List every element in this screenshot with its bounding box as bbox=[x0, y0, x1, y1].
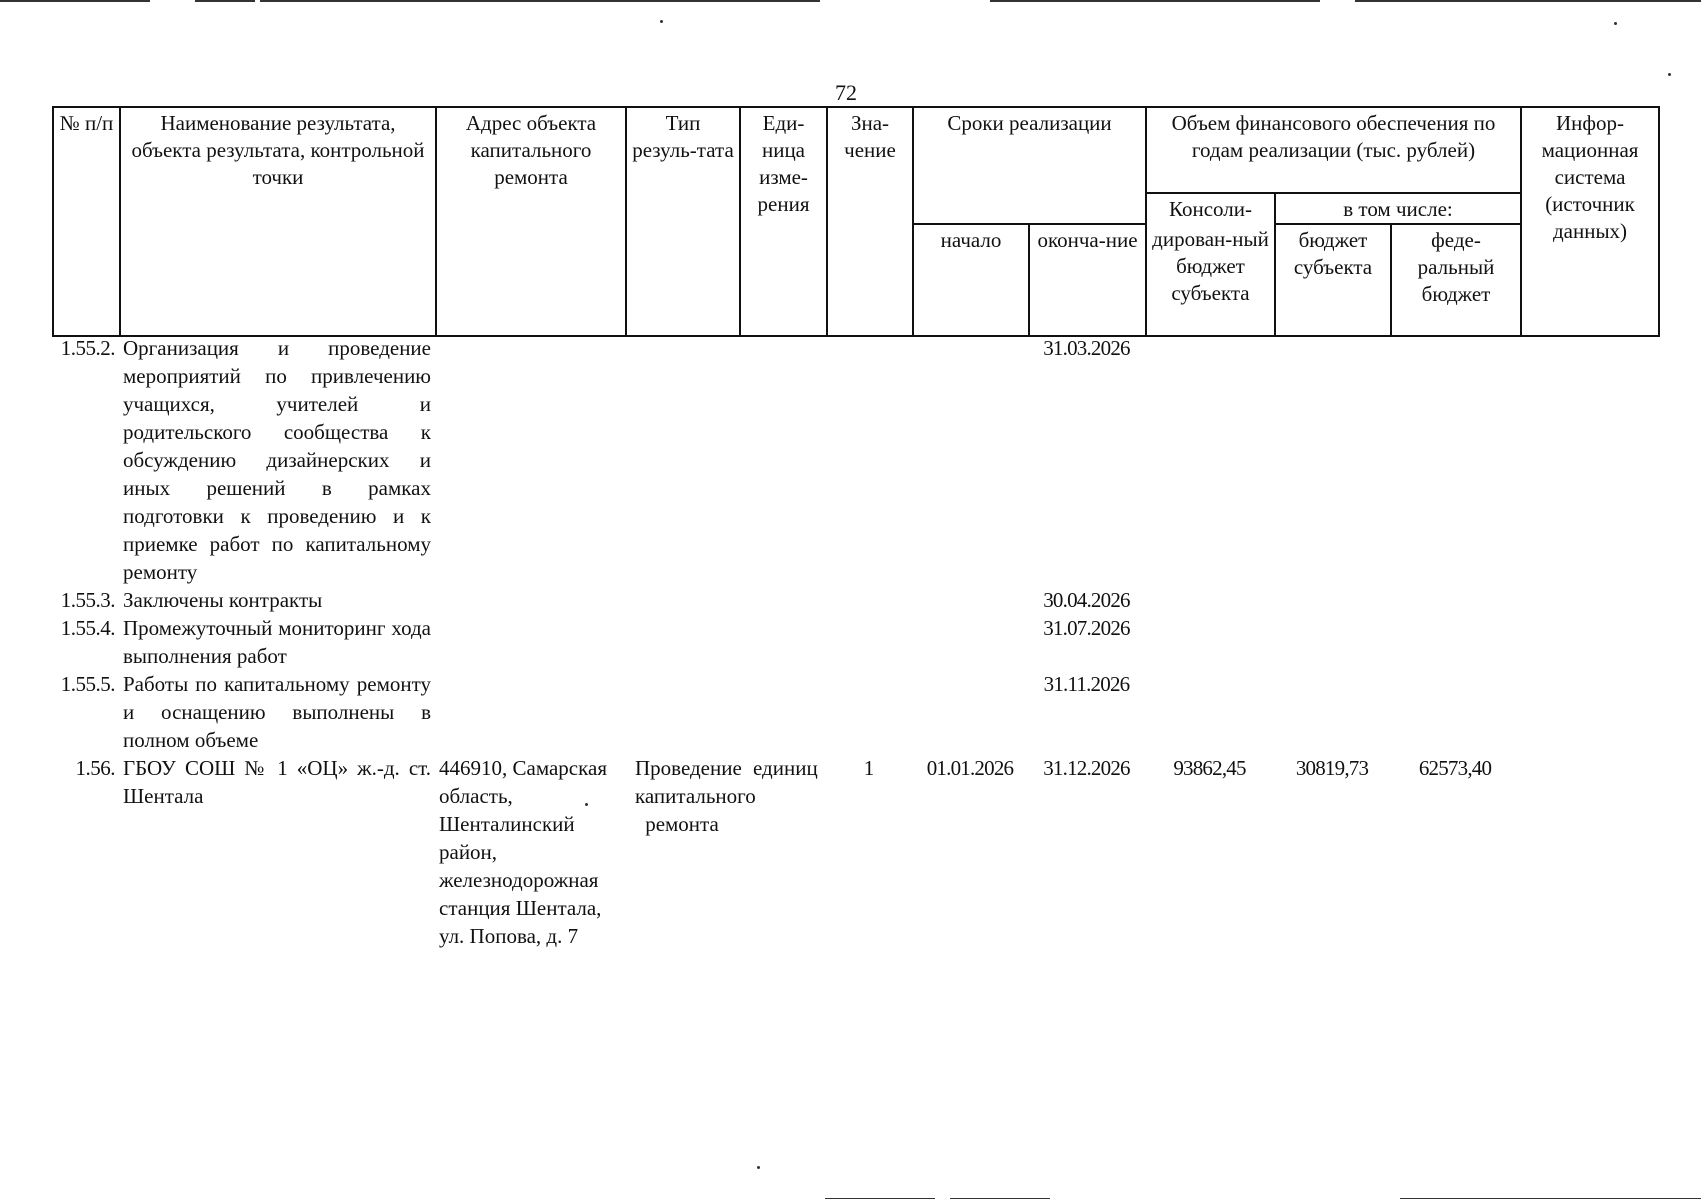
header-value: Зна-чение bbox=[827, 107, 913, 336]
row-end-date: 31.03.2026 bbox=[1043, 336, 1130, 360]
scan-edge-line-top bbox=[0, 0, 150, 2]
row-consolidated bbox=[1145, 334, 1274, 586]
table-row bbox=[52, 754, 1658, 950]
row-info-system bbox=[1520, 754, 1658, 950]
header-info-system: Инфор-мационная система (источник данных) bbox=[1521, 107, 1659, 336]
scan-speck bbox=[757, 1166, 760, 1169]
row-end-date: 31.12.2026 bbox=[1043, 756, 1130, 780]
header-terms: Сроки реализации bbox=[913, 107, 1146, 224]
row-unit bbox=[739, 334, 826, 586]
row-name: Работы по капитальному ремонту и оснащению выполнены в полном объеме bbox=[123, 672, 431, 752]
row-value bbox=[826, 334, 912, 586]
header-including: в том числе: bbox=[1275, 193, 1521, 224]
scan-speck bbox=[1614, 22, 1617, 25]
scan-edge-line-bottom bbox=[1400, 1198, 1701, 1199]
header-type: Тип резуль-тата bbox=[626, 107, 740, 336]
table-row bbox=[52, 334, 1658, 586]
table-row bbox=[52, 586, 1658, 614]
row-type bbox=[625, 586, 739, 614]
scan-edge-line-top bbox=[990, 0, 1320, 2]
row-consolidated bbox=[1145, 614, 1274, 670]
row-federal-budget bbox=[1390, 614, 1520, 670]
header-name: Наименование результата, объекта результата, контрольной точки bbox=[120, 107, 436, 336]
row-unit: единиц bbox=[753, 756, 818, 780]
row-type bbox=[625, 334, 739, 586]
row-value: 1 bbox=[863, 756, 875, 780]
scan-edge-line-top bbox=[195, 0, 255, 2]
header-address: Адрес объекта капитального ремонта bbox=[436, 107, 626, 336]
scan-edge-line-top bbox=[1355, 0, 1701, 2]
row-info-system bbox=[1520, 334, 1658, 586]
row-federal-budget bbox=[1390, 334, 1520, 586]
row-start-date bbox=[912, 670, 1028, 754]
row-consolidated: 93862,45 bbox=[1173, 756, 1246, 780]
row-unit bbox=[739, 614, 826, 670]
row-unit bbox=[739, 586, 826, 614]
row-value bbox=[826, 586, 912, 614]
row-address bbox=[435, 670, 625, 754]
row-subject-budget bbox=[1274, 670, 1390, 754]
scan-edge-line-bottom bbox=[950, 1198, 1050, 1199]
row-address bbox=[435, 334, 625, 586]
row-consolidated bbox=[1145, 670, 1274, 754]
row-end-date: 31.07.2026 bbox=[1043, 616, 1130, 640]
row-number: 1.55.4. bbox=[60, 616, 115, 640]
scan-speck bbox=[660, 20, 663, 23]
row-name: Организация и проведение мероприятий по привлечению учащихся, учителей и родительского сообщества к обсуждению дизайнерских и иных решений в рамках подготовки к проведению и к приемке работ по капитальному ремонту bbox=[123, 336, 431, 584]
row-start-date bbox=[912, 614, 1028, 670]
row-type bbox=[625, 614, 739, 670]
table-row bbox=[52, 614, 1658, 670]
row-end-date: 30.04.2026 bbox=[1043, 588, 1130, 612]
row-address bbox=[435, 586, 625, 614]
row-type bbox=[625, 670, 739, 754]
row-number: 1.56. bbox=[75, 756, 115, 780]
row-start-date: 01.01.2026 bbox=[926, 756, 1014, 780]
row-info-system bbox=[1520, 670, 1658, 754]
row-number: 1.55.5. bbox=[60, 672, 115, 696]
row-start-date bbox=[912, 586, 1028, 614]
row-name: Заключены контракты bbox=[123, 588, 323, 612]
header-subject-budget: бюджет субъекта bbox=[1275, 224, 1391, 336]
header-federal-budget: феде-ральный бюджет bbox=[1391, 224, 1521, 336]
header-start: начало bbox=[913, 224, 1029, 336]
header-consolidated-bottom: дирован-ный бюджет субъекта bbox=[1146, 224, 1275, 336]
row-address bbox=[435, 614, 625, 670]
row-type: Проведение капитального ремонта bbox=[635, 756, 756, 836]
row-info-system bbox=[1520, 614, 1658, 670]
table-body bbox=[52, 334, 1658, 950]
row-value bbox=[826, 670, 912, 754]
row-value bbox=[826, 614, 912, 670]
scan-edge-line-bottom bbox=[825, 1198, 935, 1199]
row-federal-budget: 62573,40 bbox=[1418, 756, 1492, 780]
header-end: оконча-ние bbox=[1029, 224, 1146, 336]
row-subject-budget bbox=[1274, 334, 1390, 586]
scan-edge-line-top bbox=[260, 0, 820, 2]
row-federal-budget bbox=[1390, 586, 1520, 614]
row-name: Промежуточный мониторинг хода выполнения работ bbox=[123, 616, 431, 668]
header-consolidated-top: Консоли- bbox=[1146, 193, 1275, 224]
row-number: 1.55.2. bbox=[60, 336, 115, 360]
table-row bbox=[52, 670, 1658, 754]
row-start-date bbox=[912, 334, 1028, 586]
header-finance: Объем финансового обеспечения по годам реализации (тыс. рублей) bbox=[1146, 107, 1521, 193]
row-federal-budget bbox=[1390, 670, 1520, 754]
row-subject-budget: 30819,73 bbox=[1295, 756, 1369, 780]
header-unit: Еди-ница изме-рения bbox=[740, 107, 827, 336]
row-info-system bbox=[1520, 586, 1658, 614]
row-subject-budget bbox=[1274, 614, 1390, 670]
row-consolidated bbox=[1145, 586, 1274, 614]
page-number: 72 bbox=[835, 80, 857, 105]
row-unit bbox=[739, 670, 826, 754]
row-subject-budget bbox=[1274, 586, 1390, 614]
table-header bbox=[52, 106, 1660, 337]
row-number: 1.55.3. bbox=[60, 588, 115, 612]
row-end-date: 31.11.2026 bbox=[1043, 672, 1130, 696]
scan-speck bbox=[1668, 73, 1671, 76]
row-address: 446910, Самарская область, Шенталинский район, железнодорожная станция Шентала, ул. Попова, д. 7 bbox=[439, 756, 607, 948]
row-name: ГБОУ СОШ № 1 «ОЦ» ж.-д. ст. Шентала bbox=[123, 756, 431, 808]
scan-speck bbox=[585, 803, 588, 806]
header-num: № п/п bbox=[53, 107, 120, 336]
